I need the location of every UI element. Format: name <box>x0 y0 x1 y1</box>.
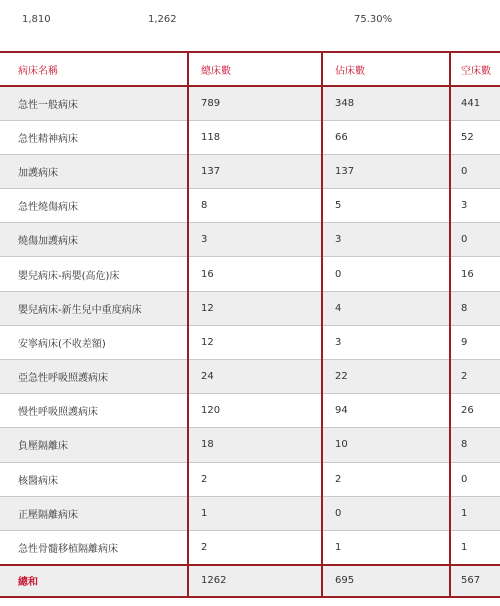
cell-occupied: 66 <box>322 120 450 154</box>
cell-occupied: 2 <box>322 462 450 496</box>
cell-empty: 9 <box>450 325 500 359</box>
cell-total: 16 <box>188 257 322 291</box>
cell-total: 24 <box>188 360 322 394</box>
cell-bed-name: 負壓隔離床 <box>0 428 188 462</box>
cell-bed-name: 慢性呼吸照護病床 <box>0 394 188 428</box>
cell-empty: 26 <box>450 394 500 428</box>
cell-bed-name: 急性骨髓移植隔離病床 <box>0 530 188 564</box>
header-total-beds: 總床數 <box>188 52 322 86</box>
table-header-row <box>0 52 500 86</box>
cell-bed-name: 嬰兒病床-病嬰(高危)床 <box>0 257 188 291</box>
cell-total: 118 <box>188 120 322 154</box>
table-row <box>0 86 500 120</box>
header-bed-name: 病床名稱 <box>0 52 188 86</box>
cell-bed-name: 正壓隔離病床 <box>0 496 188 530</box>
cell-total: 3 <box>188 223 322 257</box>
cell-total: 1 <box>188 496 322 530</box>
cell-total: 789 <box>188 86 322 120</box>
bed-status-table <box>0 51 500 598</box>
cell-occupied: 0 <box>322 496 450 530</box>
total-beds-sum: 1262 <box>188 565 322 597</box>
cell-bed-name: 安寧病床(不收差額) <box>0 325 188 359</box>
cell-occupied: 4 <box>322 291 450 325</box>
cell-occupied: 1 <box>322 530 450 564</box>
cell-bed-name: 亞急性呼吸照護病床 <box>0 360 188 394</box>
table-row <box>0 223 500 257</box>
table-row <box>0 462 500 496</box>
total-label: 總和 <box>0 565 188 597</box>
cell-total: 12 <box>188 325 322 359</box>
cell-empty: 1 <box>450 496 500 530</box>
table-row <box>0 257 500 291</box>
cell-occupied: 3 <box>322 223 450 257</box>
cell-empty: 2 <box>450 360 500 394</box>
table-row <box>0 394 500 428</box>
cell-empty: 0 <box>450 223 500 257</box>
table-row <box>0 325 500 359</box>
summary-occupancy-rate: 75.30% <box>354 14 393 25</box>
cell-bed-name: 嬰兒病床-新生兒中重度病床 <box>0 291 188 325</box>
cell-empty: 52 <box>450 120 500 154</box>
table-row <box>0 189 500 223</box>
cell-empty: 8 <box>450 428 500 462</box>
cell-empty: 8 <box>450 291 500 325</box>
cell-total: 12 <box>188 291 322 325</box>
header-occupied-beds: 佔床數 <box>322 52 450 86</box>
summary-total-beds: 1,810 <box>22 14 51 25</box>
cell-occupied: 137 <box>322 154 450 188</box>
cell-total: 120 <box>188 394 322 428</box>
cell-bed-name: 燒傷加護病床 <box>0 223 188 257</box>
cell-total: 137 <box>188 154 322 188</box>
table-row <box>0 120 500 154</box>
cell-occupied: 10 <box>322 428 450 462</box>
table-row <box>0 360 500 394</box>
cell-total: 8 <box>188 189 322 223</box>
cell-bed-name: 急性精神病床 <box>0 120 188 154</box>
occupied-beds-sum: 695 <box>322 565 450 597</box>
summary-bar <box>0 0 500 42</box>
cell-total: 2 <box>188 462 322 496</box>
header-empty-beds: 空床數 <box>450 52 500 86</box>
table-total-row <box>0 565 500 597</box>
cell-occupied: 0 <box>322 257 450 291</box>
cell-empty: 441 <box>450 86 500 120</box>
cell-occupied: 22 <box>322 360 450 394</box>
table-row <box>0 428 500 462</box>
table-row <box>0 496 500 530</box>
cell-empty: 0 <box>450 462 500 496</box>
cell-occupied: 348 <box>322 86 450 120</box>
cell-empty: 16 <box>450 257 500 291</box>
cell-empty: 1 <box>450 530 500 564</box>
cell-bed-name: 加護病床 <box>0 154 188 188</box>
cell-occupied: 5 <box>322 189 450 223</box>
table-row <box>0 530 500 564</box>
cell-empty: 3 <box>450 189 500 223</box>
cell-occupied: 3 <box>322 325 450 359</box>
table-row <box>0 291 500 325</box>
cell-bed-name: 急性一般病床 <box>0 86 188 120</box>
table-row <box>0 154 500 188</box>
empty-beds-sum: 567 <box>450 565 500 597</box>
cell-occupied: 94 <box>322 394 450 428</box>
summary-occupied-beds: 1,262 <box>148 14 177 25</box>
cell-bed-name: 急性燒傷病床 <box>0 189 188 223</box>
cell-total: 2 <box>188 530 322 564</box>
cell-total: 18 <box>188 428 322 462</box>
cell-bed-name: 核醫病床 <box>0 462 188 496</box>
cell-empty: 0 <box>450 154 500 188</box>
